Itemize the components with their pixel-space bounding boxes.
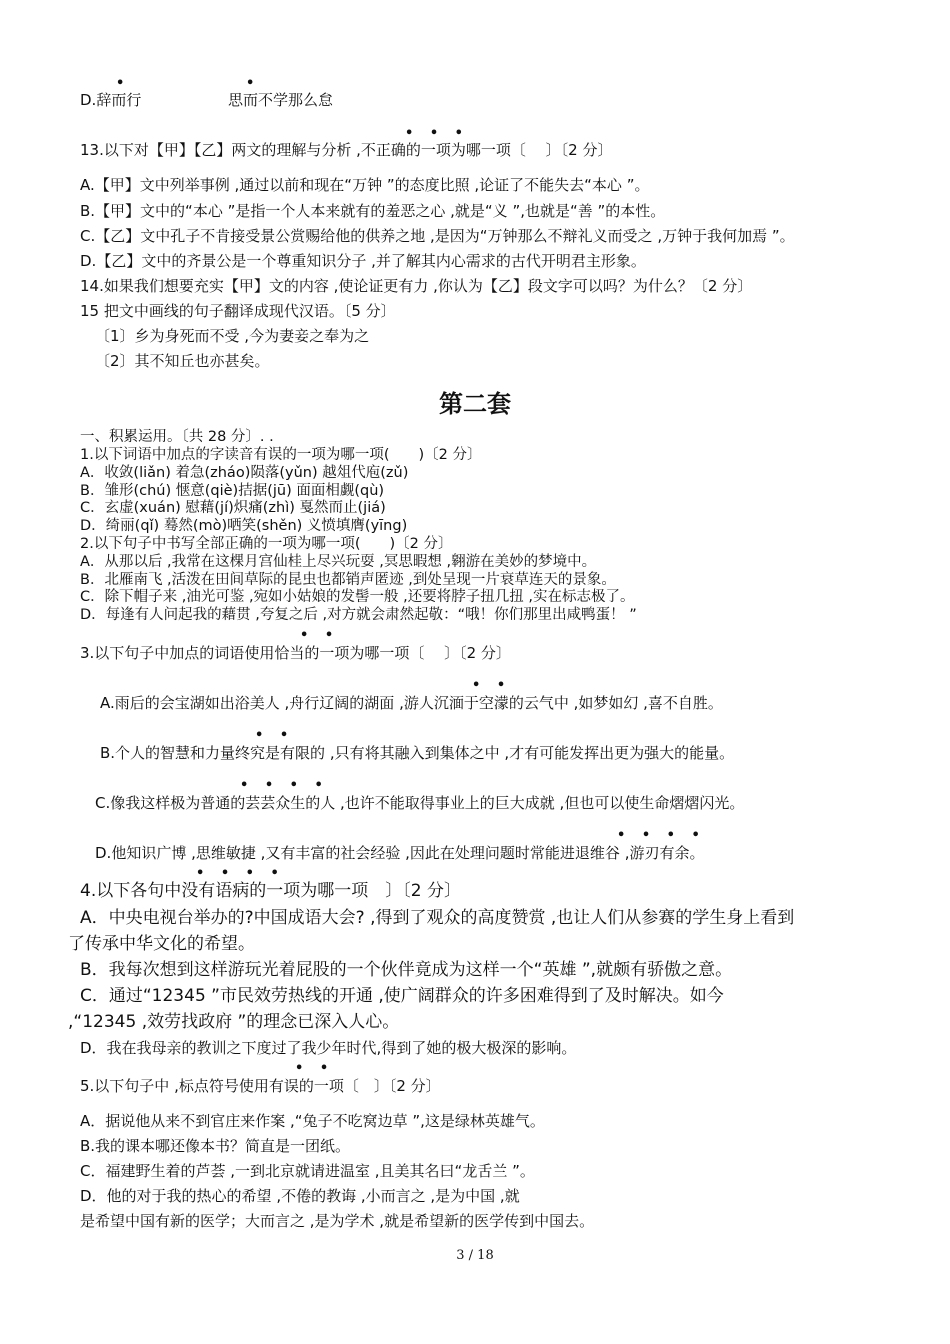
q1-option-d: D．绮丽(qǐ) 蓦然(mò)哂笑(shěn) 义愤填膺(yīng) xyxy=(80,518,408,534)
q2-option-c: C．除下帽子来 ,油光可鉴 ,宛如小姑娘的发髻一般 ,还要将脖子扭几扭 ,实在标志极了。 xyxy=(80,589,635,605)
question-3: 3.以下句子中加点的词语使用恰当的一项为哪一项〔 〕〔2 分〕 xyxy=(80,644,511,662)
q5-option-c: C．福建野生着的芦荟 ,一到北京就请进温室 ,且美其名曰“龙舌兰 ”。 xyxy=(80,1162,535,1180)
emphasis-dots: • • • • xyxy=(196,866,285,881)
option-d-right: 思而不学那么怠 xyxy=(228,91,334,109)
part-heading: 一、积累运用。〔共 28 分〕. . xyxy=(80,429,274,445)
q4-option-c-line2: ,“12345 ,效劳找政府 ”的理念已深入人心。 xyxy=(68,1012,400,1032)
q4-option-a-line1: A．中央电视台举办的?中国成语大会? ,得到了观众的高度赞赏 ,也让人们从参赛的学生身上看到 xyxy=(80,908,795,928)
emphasis-dot: • xyxy=(116,76,131,91)
q15-item-1: 〔1〕乡为身死而不受 ,今为妻妾之奉为之 xyxy=(95,327,370,345)
q4-option-b: B．我每次想到这样游玩光着屁股的一个伙伴竟成为这样一个“英雄 ”,就颇有骄傲之意。 xyxy=(80,960,733,980)
question-13: 13.以下对【甲】【乙】两文的理解与分析 ,不正确的一项为哪一项〔 〕〔2 分〕 xyxy=(80,141,613,159)
emphasis-dots: • • • xyxy=(405,126,469,141)
q5-option-d-line2: 是希望中国有新的医学；大而言之 ,是为学术 ,就是希望新的医学传到中国去。 xyxy=(80,1212,595,1230)
q3-option-d: D.他知识广博 ,思维敏捷 ,又有丰富的社会经验 ,因此在处理问题时常能进退维谷 ,游刃有余。 xyxy=(95,844,705,862)
q13-option-a: A.【甲】文中列举事例 ,通过以前和现在“万钟 ”的态度比照 ,论证了不能失去“本心 ”。 xyxy=(80,176,650,194)
question-2: 2.以下句子中书写全部正确的一项为哪一项( )〔2 分〕 xyxy=(80,536,453,552)
q1-option-a: A．收敛(liǎn) 着急(zháo)陨落(yǔn) 越俎代庖(zǔ) xyxy=(80,465,409,481)
question-4: 4.以下各句中没有语病的一项为哪一项 〕〔2 分〕 xyxy=(80,881,461,901)
q5-option-a: A．据说他从来不到官庄来作案 ,“兔子不吃窝边草 ”,这是绿林英雄气。 xyxy=(80,1112,545,1130)
emphasis-dots: • • xyxy=(472,678,512,693)
emphasis-dots: • • • • xyxy=(240,778,329,793)
q3-option-c: C.像我这样极为普通的芸芸众生的人 ,也许不能取得事业上的巨大成就 ,但也可以使生命熠熠闪光。 xyxy=(95,794,745,812)
q2-option-a: A．从那以后 ,我常在这棵月宫仙桂上尽兴玩耍 ,冥思暇想 ,翱游在美妙的梦境中。 xyxy=(80,554,597,570)
emphasis-dots: • • xyxy=(300,628,340,643)
q3-option-a: A.雨后的会宝湖如出浴美人 ,舟行辽阔的湖面 ,游人沉湎于空濛的云气中 ,如梦如幻 ,喜不自胜。 xyxy=(100,694,723,712)
q5-option-b: B.我的课本哪还像本书？简直是一团纸。 xyxy=(80,1137,351,1155)
q2-option-d: D．每逢有人问起我的藉贯 ,夸复之后 ,对方就会肃然起敬：“哦！你们那里出咸鸭蛋！ ” xyxy=(80,607,637,623)
q13-option-c: C.【乙】文中孔子不肯接受景公赏赐给他的供养之地 ,是因为“万钟那么不辩礼义而受之 ,万钟于我何加焉 ”。 xyxy=(80,227,795,245)
section-title: 第二套 xyxy=(439,390,511,418)
emphasis-dot: • xyxy=(246,76,261,91)
question-5: 5.以下句子中 ,标点符号使用有误的一项〔 〕〔2 分〕 xyxy=(80,1077,441,1095)
page-number: 3 / 18 xyxy=(456,1248,494,1263)
option-d-left: D.辞而行 xyxy=(80,91,142,109)
q15-item-2: 〔2〕其不知丘也亦甚矣。 xyxy=(95,352,270,370)
q2-option-b: B．北雁南飞 ,活泼在田间草际的昆虫也都销声匿迹 ,到处呈现一片衰草连天的景象。 xyxy=(80,572,616,588)
q13-option-d: D.【乙】文中的齐景公是一个尊重知识分子 ,并了解其内心需求的古代开明君主形象。 xyxy=(80,252,646,270)
q13-option-b: B.【甲】文中的“本心 ”是指一个人本来就有的羞恶之心 ,就是“义 ”,也就是“善 ”的本性。 xyxy=(80,202,666,220)
q1-option-c: C．玄虚(xuán) 慰藉(jí)炽痛(zhì) 戛然而止(jiá) xyxy=(80,500,386,516)
q5-option-d-line1: D．他的对于我的热心的希望 ,不倦的教诲 ,小而言之 ,是为中国 ,就 xyxy=(80,1187,520,1205)
question-1: 1.以下词语中加点的字读音有误的一项为哪一项( )〔2 分〕 xyxy=(80,447,482,463)
q4-option-a-line2: 了传承中华文化的希望。 xyxy=(68,934,255,954)
q3-option-b: B.个人的智慧和力量终究是有限的 ,只有将其融入到集体之中 ,才有可能发挥出更为强大的能量。 xyxy=(100,744,735,762)
question-14: 14.如果我们想要充实【甲】文的内容 ,使论证更有力 ,你认为【乙】段文字可以吗？为什么？〔2 分〕 xyxy=(80,277,753,295)
emphasis-dots: • • xyxy=(295,1061,335,1076)
q4-option-d: D．我在我母亲的教训之下度过了我少年时代,得到了她的极大极深的影响。 xyxy=(80,1039,577,1057)
emphasis-dots: • • • • xyxy=(617,828,706,843)
q1-option-b: B．雏形(chú) 惬意(qiè)拮据(jū) 面面相觑(qù) xyxy=(80,483,385,499)
emphasis-dots: • • xyxy=(255,728,295,743)
q4-option-c-line1: C．通过“12345 ”市民效劳热线的开通 ,使广阔群众的许多困难得到了及时解决。如今 xyxy=(80,986,724,1006)
question-15: 15 把文中画线的句子翻译成现代汉语。〔5 分〕 xyxy=(80,302,396,320)
